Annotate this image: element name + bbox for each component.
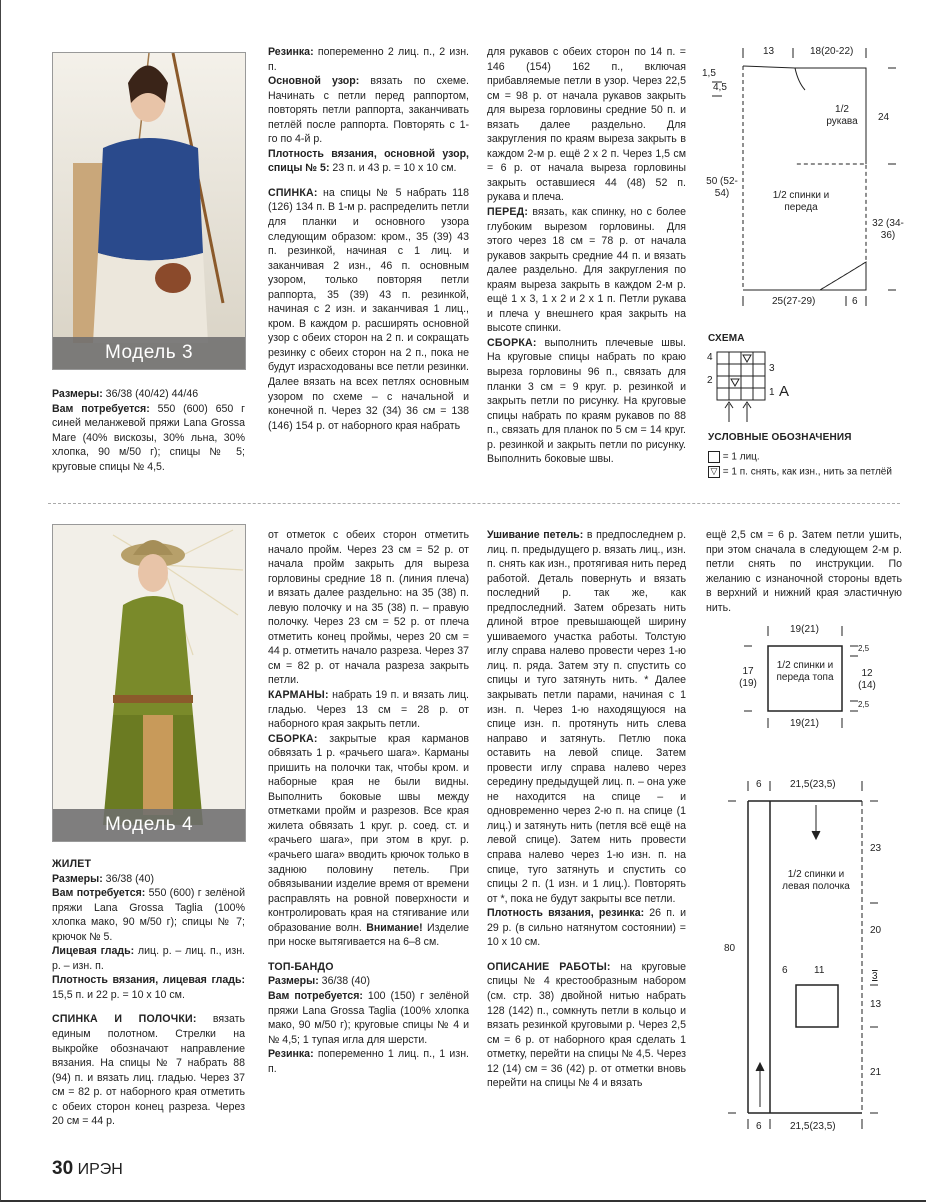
model3-assembly: выполнить плечевые швы. На круговые спицы набрать по краю выреза горловины 96 п., связать для планки 3 см = 9 круг. р. резинкой и закрыть петли по рисунку. На круговые спицы набрать по краям рукавов по 88 п., связать для планок по 5 см = 14 круг. р. резинкой и закрыть петли по рисунку. Выполнить боковые швы. (487, 336, 686, 466)
vest-pocket-11: 11 (814, 965, 825, 976)
page-number: 30 (52, 1158, 74, 1179)
bandeau-mark1: 2,5 (858, 644, 870, 653)
vest-right-3: 3 (872, 971, 878, 982)
model3-col3 (487, 45, 686, 467)
vest-right-20: 20 (870, 925, 882, 936)
vest-pocket-6: 6 (782, 965, 788, 976)
model3-photo-image (53, 53, 245, 369)
schema-chart (705, 350, 795, 425)
pattern3-bottom-6: 6 (852, 296, 858, 307)
model3-front-label: ПЕРЕД: (487, 206, 529, 219)
pattern3-bottom-25: 25(27-29) (772, 296, 816, 307)
model3-col3-text: для рукавов с обеих сторон по 14 п. = 146 (154) 162 п., включая прибавляемые петли в узор. Через 22,5 см = 98 р. от начала рукавов закрыть для выреза горловины средние 50 п. и вязать далее раздельно. Для закругления по краям выреза закрыть в каждом 2-м р. ещё 2 х 2 п. Через 1,5 см = 6 р. от начала выреза горловины закрыть оставшиеся 44 (48) 52 п. рукава и плеча. (487, 46, 686, 204)
pattern3-body: 1/2 спинки и переда (772, 190, 830, 213)
bandeau-sizes: 36/38 (40) (318, 975, 370, 988)
model3-photo (52, 52, 246, 370)
bandeau-rib: попеременно 1 лиц. п., 1 изн. п. (268, 1048, 469, 1075)
pattern3-right-24: 24 (878, 112, 890, 123)
pattern3-sleeve: 1/2 рукава (826, 104, 858, 127)
model3-assembly-label: СБОРКА: (487, 336, 537, 349)
model3-sizes-label: Размеры: (52, 388, 103, 400)
bandeau-gauge-label: Плотность вязания, резинка: (487, 907, 645, 920)
model3-sizes: 36/38 (40/42) 44/46 (102, 388, 199, 400)
legend-slip-icon: ▽ (708, 466, 720, 478)
model4-col2 (268, 528, 469, 1076)
model4-sizes: 36/38 (40) (102, 872, 154, 885)
schema-title: СХЕМА (708, 333, 745, 344)
model3-rib-label: Резинка: (268, 46, 314, 58)
model4-gauge-label: Плотность вязания, лицевая гладь: (52, 974, 245, 987)
vest-bottom-width: 21,5(23,5) (790, 1121, 836, 1132)
bandeau-top: 19(21) (790, 624, 819, 635)
model3-col1 (52, 387, 245, 474)
model3-front: вязать, как спинку, но с более глубоким вырезом горловины. Для этого через 18 см = 78 р. от начала рукавов закрыть средние 44 п. и вязать далее раздельно. Для закругления по краям выреза закрыть в каждом 2-м р. ещё 1 х 3, 1 х 2 и 2 х 1 п. Петли рукава и плеча у внешнего края закрыть на высоте спинки. (487, 206, 686, 335)
model4-attention: Изделие при носке вытягивается на 6–8 см. (268, 921, 469, 949)
model3-gauge: 23 п. и 43 р. = 10 х 10 см. (329, 162, 457, 175)
legend-knit-icon (708, 451, 720, 463)
vest-pattern-diagram (720, 775, 900, 1140)
vest-bottom-6: 6 (756, 1121, 762, 1132)
bandeau-materials-label: Вам потребуется: (268, 989, 363, 1002)
legend-item-knit (708, 451, 760, 463)
pattern3-left-15: 1,5 (702, 68, 716, 79)
model3-main: вязать по схеме. Начинать с петли перед раппортом, повторять петли раппорта, заканчивать петлёй после раппорта. Повторять с 1-го по 4-й р. (268, 75, 469, 146)
model3-main-label: Основной узор: (268, 75, 360, 88)
model4-col4 (706, 528, 902, 615)
model3-gauge-label: Плотность вязания, основной узор, спицы № 5: (268, 147, 469, 175)
page-footer (52, 1158, 123, 1180)
model4-attention-label: Внимание! (366, 921, 423, 934)
model4-photo-image (53, 525, 245, 841)
model3-back: на спицы № 5 набрать 118 (126) 134 п. В 1-м р. распределить петли для планки и основного узора следующим образом: кром., 35 (39) 43 п. резинкой, начиная с 1 лиц. и заканчивая 2 изн., 46 п. основным узором, только повторяя петли раппорта, 35 (39) 43 п. резинкой, начиная с 2 изн. и заканчивая 1 лиц., кром. В каждом р. расширять основной узор с обеих сторон на 2 п. и сокращать резинку с обеих сторон на 2 п., пока не будут израсходованы все петли резинки. Далее вязать на всех петлях основным узором по схеме – с начальной и конечной п. Через 32 (34) 36 см = 138 (146) 154 р. от наборного края набрать (268, 186, 469, 432)
legend-item-slip (708, 466, 892, 478)
schema-row-1: 1 (769, 387, 775, 398)
bandeau-sizes-label: Размеры: (268, 975, 319, 988)
model4-col1 (52, 857, 245, 1129)
model3-rib: попеременно 2 лиц. п., 2 изн. п. (268, 46, 469, 73)
model3-col2 (268, 45, 469, 433)
model4-col3 (487, 528, 686, 1091)
bandeau-right: 12 (14) (858, 668, 876, 691)
model3-materials-label: Вам потребуется: (52, 402, 150, 415)
legend-title: УСЛОВНЫЕ ОБОЗНАЧЕНИЯ (708, 432, 852, 443)
model4-col4-text: ещё 2,5 см = 6 р. Затем петли ушить, при этом сначала в следующем 2-м р. петли снять по инструкции. По желанию с изнаночной стороны вдеть в верхний и нижний края эластичную нить. (706, 529, 902, 614)
bandeau-rib-label: Резинка: (268, 1048, 314, 1061)
bindoff-text: в предпоследнем р. лиц. п. предыдущего р. вязать лиц., изн. п. снять как изн., протягивая нить перед работой. Деталь повернуть и вязать последний р. так же, как предпоследний. Затем обрезать нить длиной втрое превышающей ширину ушиваемого участка работы. Толстую иглу справа налево провести через 1-ю лиц. п. ряда. Затем эту п. спустить со спицы и туго затянуть нить. * Далее закрывать петли парами, начиная с 1 изн. п. Через 1-ю находящуюся на спице изн. п. протянуть нить слева направо и затянуть. Петлю пока оставить на левой спице. Затем провести иглу справа налево через середину предыдущей лиц. п. – она уже не находится на спице – и одновременно через 2-ю п. на спице (1 лиц.) и затянуть нить (петля всё ещё на левой спице). Затем нить провести справа налево через 1-ю изн. п. на спице, туго затянуть и спустить со спицы 2 п. (1 изн. и 1 лиц.). Повторять от *, пока не будут закрыты все петли. (487, 529, 687, 905)
work-text: на круговые спицы № 4 крестообразным набором (см. стр. 38) двойной нитью набрать 128 (142) п., сомкнуть петли в кольцо и вязать резинкой круговыми р. Через 2,5 см = 6 р. от наборного края сделать 1 отметку, перейти на спицы № 4,5. Через 12 (14) см = 36 (42) р. от отметки вновь перейти на спицы № 4 и вязать (487, 960, 686, 1090)
model3-pattern-diagram (700, 40, 910, 320)
model4-assembly: закрытые края карманов обвязать 1 р. «рачьего шага». Карманы пришить на полочки так, чтобы кром. и наборные края не были видны. Выполнить боковые швы между отметками пройм и разрезов. Все края жилета обвязать 1 круг. р. соед. ст. и «рачьего шага», при этом в круг. р. «рачьего шага» вводить крючок только в заднюю половину петель. При обвязывании изделие время от времени расправлять на ровной поверхности и контролировать края на стягивание или образование волн. (268, 732, 469, 934)
legend-knit-text: = 1 лиц. (722, 451, 760, 463)
vest-right-13: 13 (870, 999, 882, 1010)
model4-stst: лиц. р. – лиц. п., изн. р. – изн. п. (52, 945, 245, 972)
model4-photo (52, 524, 246, 842)
model4-title: ЖИЛЕТ (52, 858, 92, 870)
model4-stst-label: Лицевая гладь: (52, 945, 135, 958)
model4-assembly-label: СБОРКА: (268, 732, 318, 745)
bandeau-center: 1/2 спинки и переда топа (776, 660, 834, 683)
bandeau-mark2: 2,5 (858, 700, 870, 709)
model4-materials-label: Вам потребуется: (52, 887, 146, 900)
vest-center: 1/2 спинки и левая полочка (782, 869, 850, 892)
model4-col2-text: от отметок с обеих сторон отметить начало пройм. Через 23 см = 52 р. от начала пройм закрыть для выреза горловины средние 18 п. (линия плеча) и вязать далее раздельно: на 35 (38) п. левую полочку и на 35 (38) п. – правую полочку. Через 23 см = 52 р. от плеча отметить конец проймы, через 20 см = 44 р. отметить начало разреза. Через 37 см = 82 р. от начала разреза закрыть петли. (268, 529, 469, 687)
model4-back: вязать единым полотном. Стрелки на выкройке обозначают направление вязания. На спицы № 7 набрать 88 (94) п. и вязать лиц. гладью. Через 37 см = 82 р. от наборного края отметить с обеих сторон конец разреза. Через 20 см = 44 р. (52, 1013, 245, 1128)
work-label: ОПИСАНИЕ РАБОТЫ: (487, 960, 611, 973)
model3-materials: 550 (600) 650 г синей меланжевой пряжи Lana Grossa Mare (40% вискозы, 30% льна, 30% хлопка, 90 м/50 г); спицы № 5; круговые спицы № 4,5. (52, 402, 245, 473)
vest-top-width: 21,5(23,5) (790, 779, 836, 790)
model4-back-label: СПИНКА И ПОЛОЧКИ: (52, 1013, 197, 1026)
model3-back-label: СПИНКА: (268, 186, 318, 199)
pattern3-top-18: 18(20-22) (810, 46, 854, 57)
pattern3-left-45: 4,5 (713, 82, 727, 93)
bandeau-bottom: 19(21) (790, 718, 819, 729)
model4-gauge: 15,5 п. и 22 р. = 10 х 10 см. (52, 988, 185, 1001)
schema-row-a: A (779, 383, 790, 400)
schema-row-4: 4 (707, 352, 713, 363)
vest-left-80: 80 (724, 943, 736, 954)
vest-pattern-lines (720, 775, 900, 1140)
section-divider (48, 503, 900, 504)
schema-row-2: 2 (707, 375, 713, 386)
pattern3-top-13: 13 (763, 46, 775, 57)
vest-right-23: 23 (870, 843, 882, 854)
legend-slip-text: = 1 п. снять, как изн., нить за петлёй (722, 466, 892, 478)
model4-materials: 550 (600) г зелёной пряжи Lana Grossa Taglia (100% хлопка мако, 90 м/50 г); спицы № 7; крючок № 5. (52, 887, 245, 943)
vest-top-6: 6 (756, 779, 762, 790)
vest-right-21: 21 (870, 1067, 882, 1078)
bindoff-label: Ушивание петель: (487, 529, 584, 541)
model4-pockets: набрать 19 п. и вязать лиц. гладью. Через 13 см = 28 р. от наборного края закрыть петли. (268, 689, 469, 731)
bandeau-materials: 100 (150) г зелёной пряжи Lana Grossa Taglia (100% хлопка мако, 90 м/50 г); круговые спицы № 4 и № 4,5; 1 тупая игла для шерсти. (268, 989, 469, 1046)
schema-row-3: 3 (769, 363, 775, 374)
model4-sizes-label: Размеры: (52, 872, 103, 885)
bandeau-pattern-diagram (730, 618, 890, 743)
pattern3-left-50: 50 (52-54) (706, 176, 738, 199)
model4-pockets-label: КАРМАНЫ: (268, 689, 329, 702)
model3-label: Модель 3 (53, 337, 245, 369)
bandeau-title: ТОП-БАНДО (268, 960, 334, 973)
magazine-name: ИРЭН (77, 1161, 123, 1178)
model4-label: Модель 4 (53, 809, 245, 841)
pattern3-right-32: 32 (34-36) (872, 218, 904, 241)
bandeau-left: 17 (19) (739, 666, 757, 689)
bandeau-gauge: 26 п. и 29 р. (в сильно натянутом состоянии) = 10 х 10 см. (487, 907, 686, 949)
